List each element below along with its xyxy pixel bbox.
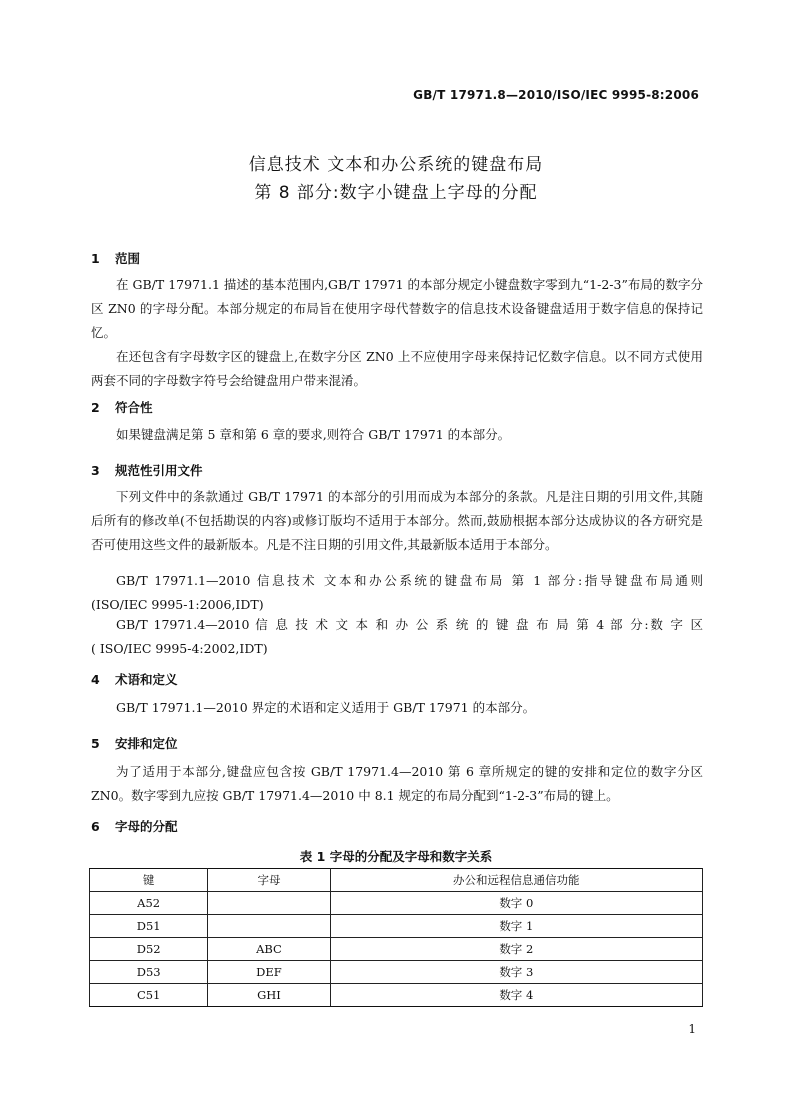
section-title: 范围 xyxy=(115,251,141,266)
page-number: 1 xyxy=(688,1022,696,1036)
reference-title: GB/T 17971.1—2010 信息技术 文本和办公系统的键盘布局 第 1 部分:指导键盘布局通则 xyxy=(116,573,703,588)
key-cell: D53 xyxy=(90,961,208,984)
section-heading-scope xyxy=(91,249,140,267)
function-cell: 数字 4 xyxy=(330,984,702,1007)
table-caption: 表 1 字母的分配及字母和数字关系 xyxy=(299,849,493,864)
reference-item-2 xyxy=(91,613,703,661)
table-row xyxy=(90,984,703,1007)
column-header-key: 键 xyxy=(90,869,208,892)
section-heading-letter-allocation xyxy=(91,817,178,835)
reference-title: GB/T 17971.4—2010 信 息 技 术 文 本 和 办 公 系 统 的 键 盘 布 局 第 4 部 分:数 字 区 xyxy=(116,617,703,632)
key-cell: A52 xyxy=(90,892,208,915)
letters-cell: ABC xyxy=(208,938,330,961)
conformance-paragraph: 如果键盘满足第 5 章和第 6 章的要求,则符合 GB/T 17971 的本部分。 xyxy=(116,427,511,442)
table-row xyxy=(90,915,703,938)
letters-cell xyxy=(208,915,330,938)
function-cell: 数字 2 xyxy=(330,938,702,961)
table-row xyxy=(90,892,703,915)
table-row xyxy=(90,961,703,984)
section-title: 术语和定义 xyxy=(115,672,178,687)
letters-cell: GHI xyxy=(208,984,330,1007)
letter-allocation-table xyxy=(89,868,703,1007)
table-header-row xyxy=(90,869,703,892)
scope-paragraph-2: 在还包含有字母数字区的键盘上,在数字分区 ZN0 上不应使用字母来保持记忆数字信息。以不同方式使用两套不同的字母数字符号会给键盘用户带来混淆。 xyxy=(91,349,703,388)
column-header-function: 办公和远程信息通信功能 xyxy=(330,869,702,892)
section-heading-arrangement xyxy=(91,734,178,752)
column-header-letters: 字母 xyxy=(208,869,330,892)
section-heading-terms-definitions xyxy=(91,670,178,688)
section-number: 3 xyxy=(91,463,100,478)
standard-number-header: GB/T 17971.8—2010/ISO/IEC 9995-8:2006 xyxy=(413,88,699,102)
normative-references-paragraph: 下列文件中的条款通过 GB/T 17971 的本部分的引用而成为本部分的条款。凡是注日期的引用文件,其随后所有的修改单(不包括勘误的内容)或修订版均不适用于本部分。然而,鼓励根据本部分达成协议的各方研究是否可使用这些文件的最新版本。凡是不注日期的引用文件,其最新版本适用于本部分。 xyxy=(91,489,703,552)
section-number: 5 xyxy=(91,736,100,751)
letters-cell xyxy=(208,892,330,915)
reference-iso-equivalent: (ISO/IEC 9995-1:2006,IDT) xyxy=(91,597,264,612)
section-number: 2 xyxy=(91,400,100,415)
arrangement-paragraph: 为了适用于本部分,键盘应包含按 GB/T 17971.4—2010 第 6 章所规定的键的安排和定位的数字分区 ZN0。数字零到九应按 GB/T 17971.4—2010 中 8.1 规定的布局分配到“1-2-3”布局的键上。 xyxy=(91,764,703,803)
section-title: 符合性 xyxy=(115,400,153,415)
section-title: 字母的分配 xyxy=(115,819,178,834)
letters-cell: DEF xyxy=(208,961,330,984)
key-cell: D52 xyxy=(90,938,208,961)
document-title-line1: 信息技术 文本和办公系统的键盘布局 xyxy=(248,155,544,175)
section-number: 4 xyxy=(91,672,100,687)
section-heading-conformance xyxy=(91,398,153,416)
function-cell: 数字 3 xyxy=(330,961,702,984)
section-title: 安排和定位 xyxy=(115,736,178,751)
section-heading-normative-references xyxy=(91,461,203,479)
document-title-line2: 第 8 部分:数字小键盘上字母的分配 xyxy=(254,183,538,203)
section-number: 1 xyxy=(91,251,100,266)
table-row xyxy=(90,938,703,961)
scope-paragraph-1: 在 GB/T 17971.1 描述的基本范围内,GB/T 17971 的本部分规定小键盘数字零到九“1-2-3”布局的数字分区 ZN0 的字母分配。本部分规定的布局旨在使用字母代替数字的信息技术设备键盘适用于数字信息的保持记忆。 xyxy=(91,277,703,340)
key-cell: D51 xyxy=(90,915,208,938)
section-number: 6 xyxy=(91,819,100,834)
terms-definitions-paragraph: GB/T 17971.1—2010 界定的术语和定义适用于 GB/T 17971 的本部分。 xyxy=(116,700,536,715)
reference-iso-equivalent: ( ISO/IEC 9995-4:2002,IDT) xyxy=(91,641,268,656)
function-cell: 数字 1 xyxy=(330,915,702,938)
section-title: 规范性引用文件 xyxy=(115,463,203,478)
function-cell: 数字 0 xyxy=(330,892,702,915)
key-cell: C51 xyxy=(90,984,208,1007)
reference-item-1 xyxy=(91,569,703,617)
